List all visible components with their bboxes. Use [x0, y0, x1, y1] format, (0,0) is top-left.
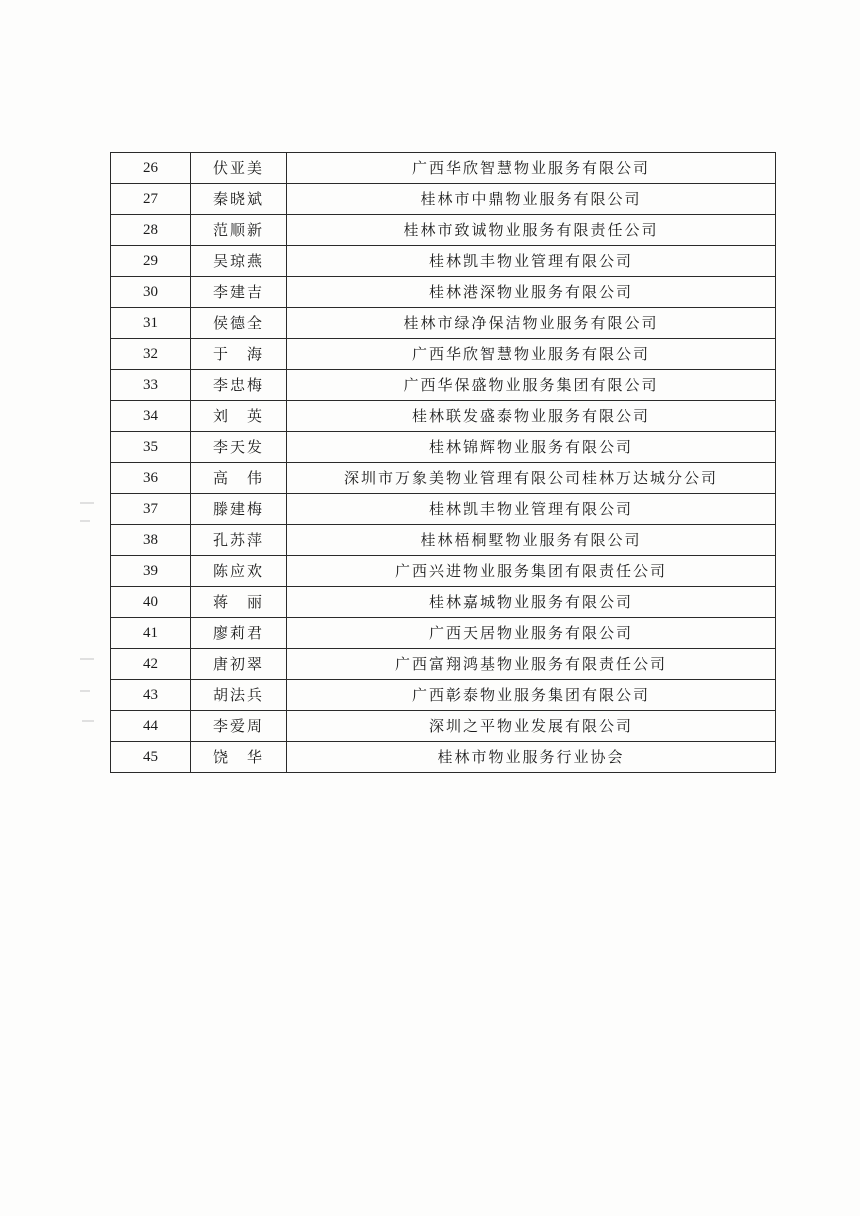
row-number: 26 [111, 153, 191, 184]
organization-name: 桂林梧桐墅物业服务有限公司 [287, 525, 776, 556]
person-name: 饶 华 [191, 742, 287, 773]
table-row [111, 277, 776, 308]
organization-name: 桂林锦辉物业服务有限公司 [287, 432, 776, 463]
row-number: 39 [111, 556, 191, 587]
scan-artifact [82, 720, 94, 722]
person-name: 孔苏萍 [191, 525, 287, 556]
organization-name: 桂林嘉城物业服务有限公司 [287, 587, 776, 618]
row-number: 33 [111, 370, 191, 401]
scan-artifact [80, 658, 94, 660]
table-row [111, 649, 776, 680]
person-name: 胡法兵 [191, 680, 287, 711]
organization-name: 桂林市致诚物业服务有限责任公司 [287, 215, 776, 246]
person-name: 李天发 [191, 432, 287, 463]
table-row [111, 370, 776, 401]
person-name: 侯德全 [191, 308, 287, 339]
table-row [111, 742, 776, 773]
organization-name: 广西彰泰物业服务集团有限公司 [287, 680, 776, 711]
table-row [111, 246, 776, 277]
row-number: 42 [111, 649, 191, 680]
table-row [111, 680, 776, 711]
row-number: 41 [111, 618, 191, 649]
person-name: 李爱周 [191, 711, 287, 742]
row-number: 37 [111, 494, 191, 525]
table-row [111, 525, 776, 556]
organization-name: 广西华欣智慧物业服务有限公司 [287, 153, 776, 184]
person-name: 刘 英 [191, 401, 287, 432]
organization-name: 桂林港深物业服务有限公司 [287, 277, 776, 308]
scan-artifact [80, 690, 90, 692]
row-number: 31 [111, 308, 191, 339]
person-name: 李建吉 [191, 277, 287, 308]
table-row [111, 215, 776, 246]
table-row [111, 339, 776, 370]
organization-name: 深圳之平物业发展有限公司 [287, 711, 776, 742]
person-name: 于 海 [191, 339, 287, 370]
person-name: 蒋 丽 [191, 587, 287, 618]
organization-name: 广西富翔鸿基物业服务有限责任公司 [287, 649, 776, 680]
person-name: 李忠梅 [191, 370, 287, 401]
roster-table [110, 152, 776, 773]
table-row [111, 494, 776, 525]
row-number: 36 [111, 463, 191, 494]
organization-name: 广西华保盛物业服务集团有限公司 [287, 370, 776, 401]
table-row [111, 401, 776, 432]
person-name: 滕建梅 [191, 494, 287, 525]
person-name: 高 伟 [191, 463, 287, 494]
row-number: 32 [111, 339, 191, 370]
table-row [111, 432, 776, 463]
row-number: 44 [111, 711, 191, 742]
row-number: 35 [111, 432, 191, 463]
organization-name: 桂林联发盛泰物业服务有限公司 [287, 401, 776, 432]
row-number: 27 [111, 184, 191, 215]
table-row [111, 463, 776, 494]
table-row [111, 184, 776, 215]
person-name: 陈应欢 [191, 556, 287, 587]
row-number: 28 [111, 215, 191, 246]
organization-name: 桂林凯丰物业管理有限公司 [287, 246, 776, 277]
row-number: 34 [111, 401, 191, 432]
person-name: 廖莉君 [191, 618, 287, 649]
person-name: 范顺新 [191, 215, 287, 246]
scan-artifact [80, 502, 94, 504]
table-row [111, 556, 776, 587]
table-row [111, 308, 776, 339]
table-row [111, 618, 776, 649]
person-name: 唐初翠 [191, 649, 287, 680]
organization-name: 桂林市中鼎物业服务有限公司 [287, 184, 776, 215]
person-name: 秦晓斌 [191, 184, 287, 215]
organization-name: 广西兴进物业服务集团有限责任公司 [287, 556, 776, 587]
scan-artifact [80, 520, 90, 522]
table-row [111, 711, 776, 742]
organization-name: 深圳市万象美物业管理有限公司桂林万达城分公司 [287, 463, 776, 494]
row-number: 45 [111, 742, 191, 773]
person-name: 伏亚美 [191, 153, 287, 184]
organization-name: 桂林市物业服务行业协会 [287, 742, 776, 773]
row-number: 43 [111, 680, 191, 711]
table-row [111, 587, 776, 618]
organization-name: 桂林市绿净保洁物业服务有限公司 [287, 308, 776, 339]
row-number: 40 [111, 587, 191, 618]
organization-name: 广西华欣智慧物业服务有限公司 [287, 339, 776, 370]
person-name: 吴琼燕 [191, 246, 287, 277]
organization-name: 广西天居物业服务有限公司 [287, 618, 776, 649]
row-number: 29 [111, 246, 191, 277]
organization-name: 桂林凯丰物业管理有限公司 [287, 494, 776, 525]
row-number: 38 [111, 525, 191, 556]
table-row [111, 153, 776, 184]
row-number: 30 [111, 277, 191, 308]
